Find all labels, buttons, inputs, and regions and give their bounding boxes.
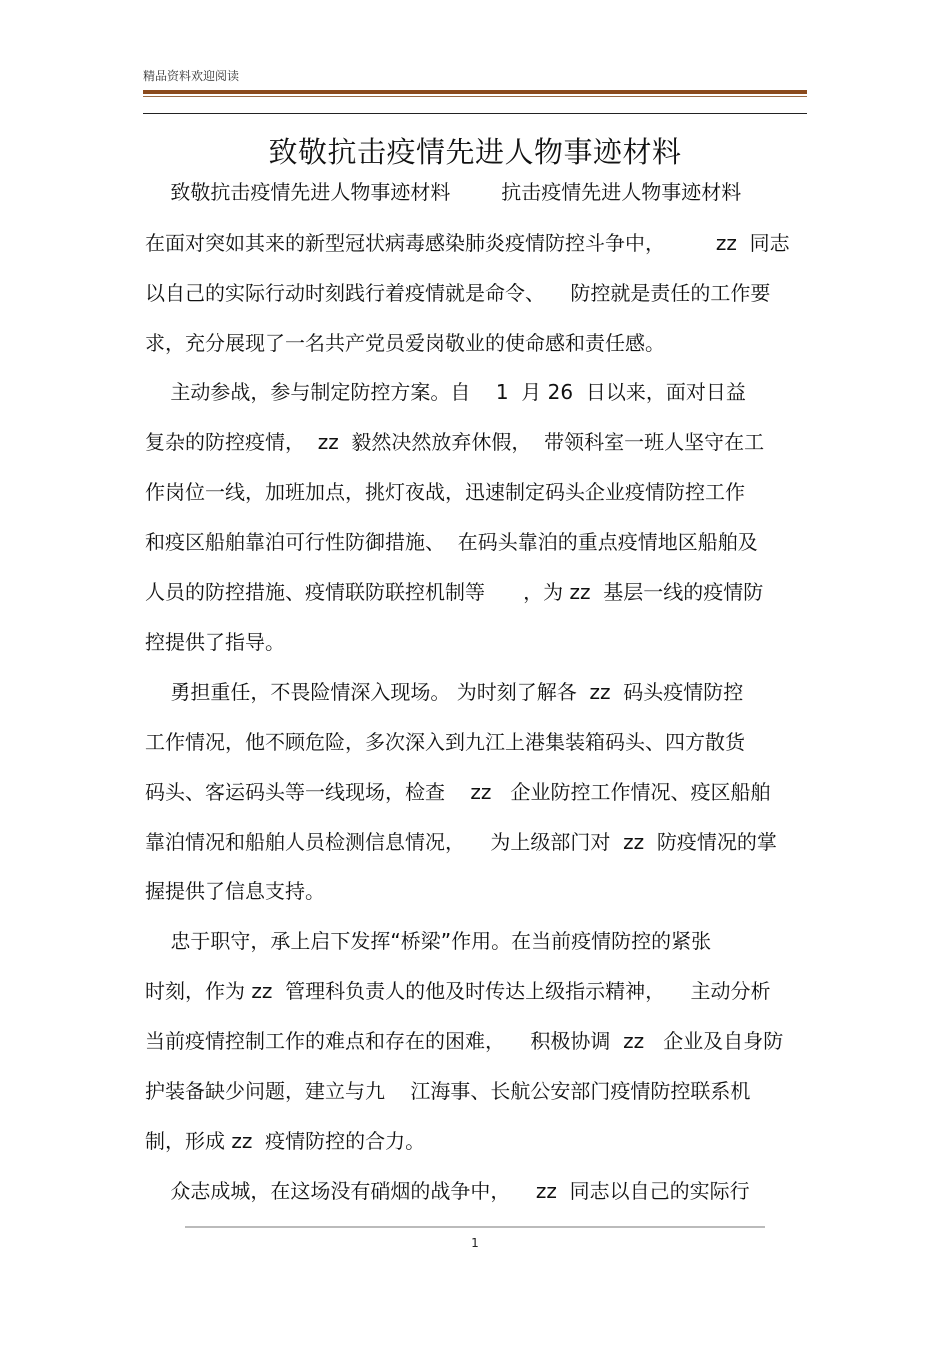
body-line: 制，形成 zz 疫情防控的合力。 (145, 1129, 426, 1153)
footer-rule (185, 1226, 765, 1228)
body-line: 主动参战，参与制定防控方案。自 1 月 26 日以来，面对日益 (145, 380, 746, 404)
body-line: 工作情况，他不顾危险，多次深入到九江上港集装箱码头、四方散货 (145, 730, 745, 754)
document-title: 致敬抗击疫情先进人物事迹材料 (268, 135, 682, 169)
body-line: 护装备缺少问题，建立与九 江海事、长航公安部门疫情防控联系机 (145, 1079, 751, 1103)
body-line: 复杂的防控疫情， zz 毅然决然放弃休假， 带领科室一班人坚守在工 (145, 430, 765, 454)
body-line: 致敬抗击疫情先进人物事迹材料 抗击疫情先进人物事迹材料 (145, 180, 742, 204)
body-line: 求，充分展现了一名共产党员爱岗敬业的使命感和责任感。 (145, 331, 665, 355)
header-rule-brown (143, 90, 807, 94)
body-line: 控提供了指导。 (145, 630, 285, 654)
body-line: 当前疫情控制工作的难点和存在的困难， 积极协调 zz 企业及自身防 (145, 1029, 784, 1053)
body-line: 在面对突如其来的新型冠状病毒感染肺炎疫情防控斗争中， zz 同志 (145, 231, 790, 255)
body-line: 握提供了信息支持。 (145, 879, 325, 903)
header-rule-thin (143, 96, 807, 97)
body-line: 靠泊情况和船舶人员检测信息情况， 为上级部门对 zz 防疫情况的掌 (145, 830, 777, 854)
body-line: 作岗位一线，加班加点，挑灯夜战，迅速制定码头企业疫情防控工作 (145, 480, 745, 504)
body-line: 众志成城，在这场没有硝烟的战争中， zz 同志以自己的实际行 (145, 1179, 750, 1203)
page-header-text: 精品资料欢迎阅读 (143, 69, 240, 83)
body-line: 以自己的实际行动时刻践行着疫情就是命令、 防控就是责任的工作要 (145, 281, 771, 305)
body-line: 人员的防控措施、疫情联防联控机制等 ，为 zz 基层一线的疫情防 (145, 580, 764, 604)
body-line: 忠于职守，承上启下发挥“桥梁”作用。在当前疫情防控的紧张 (145, 929, 712, 953)
body-line: 勇担重任，不畏险情深入现场。 为时刻了解各 zz 码头疫情防控 (145, 680, 744, 704)
header-rule-black (143, 113, 807, 114)
body-line: 码头、客运码头等一线现场，检查 zz 企业防控工作情况、疫区船舶 (145, 780, 771, 804)
body-line: 和疫区船舶靠泊可行性防御措施、 在码头靠泊的重点疫情地区船舶及 (145, 530, 758, 554)
page-number: 1 (471, 1236, 479, 1250)
body-line: 时刻，作为 zz 管理科负责人的他及时传达上级指示精神， 主动分析 (145, 979, 771, 1003)
